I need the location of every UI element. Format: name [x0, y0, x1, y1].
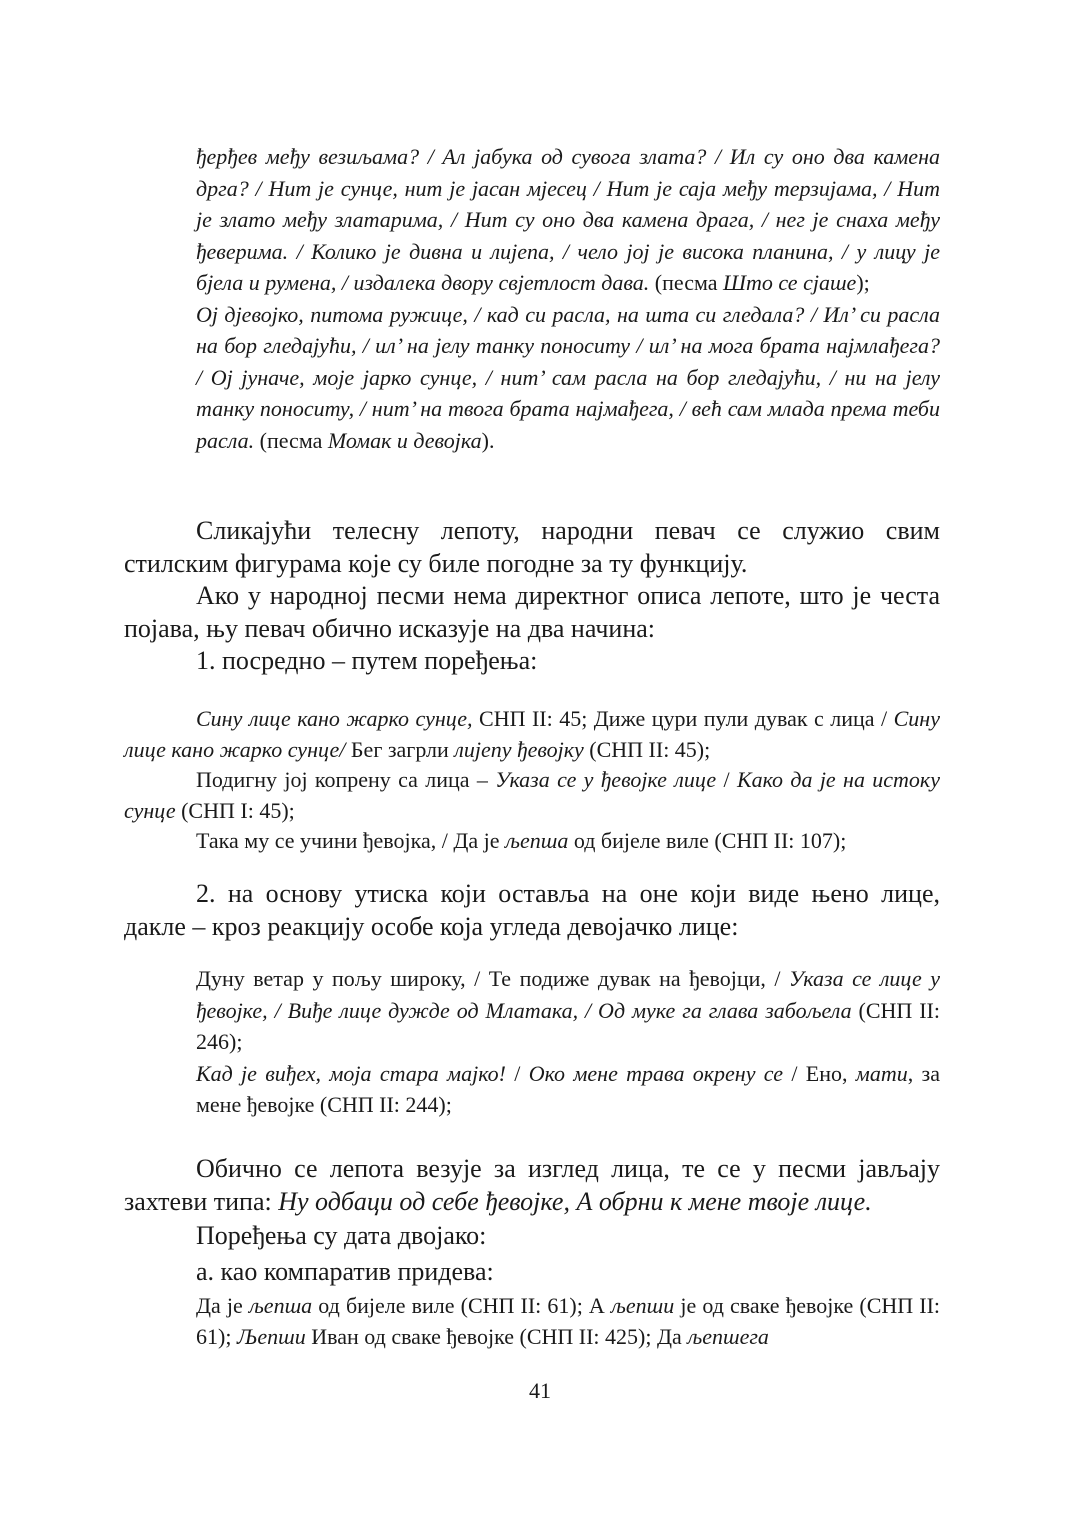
text-fragment: Иван од сваке ђевојке (СНП II: 425); Да: [305, 1324, 688, 1349]
quote-fragment: Указа се лице у ђевојке, / Виђе лице дужде од Млатака, / Од муке га глава забољела: [196, 966, 940, 1023]
quote-fragment: љепша: [505, 828, 569, 853]
citation-text: ).: [481, 427, 495, 453]
comparative-examples: [196, 1290, 940, 1352]
text-fragment: /: [505, 1060, 529, 1086]
song-title: Што се сјаше: [723, 270, 857, 295]
citation-paragraph: [124, 826, 940, 857]
quote-fragment: љепшега: [687, 1324, 769, 1349]
quote-fragment: Указа се у ђевојке лице: [495, 767, 717, 792]
quote-fragment: љепши: [610, 1293, 675, 1318]
text-fragment: , за мене ђевојке (СНП II: 244);: [196, 1060, 940, 1117]
text-fragment: /: [716, 767, 737, 792]
text-fragment: Обично се лепота везује за изглед лица, те се у песми јављају захтеви типа:: [124, 1154, 940, 1216]
quote-paragraph: [196, 1058, 940, 1121]
body-section-1: [124, 515, 940, 645]
quote-block-2: [196, 963, 940, 1121]
quote-fragment: Како да је на истоку сунце: [124, 767, 940, 823]
text-fragment: (СНП II: 246);: [196, 997, 940, 1054]
text-fragment: од бијеле виле (СНП II: 61); А: [312, 1293, 611, 1318]
quote-fragment: Сину лице кано жарко сунце,: [196, 706, 473, 731]
citation-text: );: [856, 270, 870, 295]
text-fragment: Дуну ветар у пољу широку, / Те подиже дувак на ђевојци, /: [196, 966, 790, 991]
text-fragment: Бег загрли: [345, 736, 455, 762]
body-section-2: [124, 878, 940, 943]
list-item-a: а. као компаратив придева:: [196, 1257, 494, 1286]
body-paragraph: Ако у народној песми нема директног описа лепоте, што је честа појава, њу певач обично исказује на два начина:: [124, 581, 940, 643]
body-paragraph: Сликајући телесну лепоту, народни певач се служио свим стилским фигурама које су биле погодне за ту функцију.: [124, 516, 940, 578]
page-number: 41: [529, 1378, 551, 1403]
quote-fragment: Око мене трава окрену се: [528, 1060, 784, 1086]
song-title: Момак и девојка: [327, 427, 482, 453]
citation-paragraph: [124, 765, 940, 826]
quote-fragment: Ну одбаци од себе ђевојке, А обрни к мене твоје лице.: [278, 1186, 872, 1216]
quote-paragraph: [196, 963, 940, 1058]
citation-block-1: [124, 704, 940, 857]
citation-paragraph: [124, 704, 940, 765]
list-item-1: 1. посредно – путем поређења:: [196, 646, 538, 675]
text-fragment: (СНП II: 45);: [583, 736, 711, 762]
citation-text: (песма: [654, 270, 723, 295]
quote-text: Ој дјевојко, питома ружице, / кад си расла, на шта си гледала? / Ил’ си расла на бор гледајући, / ил’ на јелу танку поноситу / ил’ на мога брата најмлађега? / Ој јуначе, моје јарко сунце, / нит’ сам расла на бор гледајући, / ни на јелу танку поноситу, / нит’ на твога брата најмађега, / већ сам млада према теби расла.: [196, 301, 940, 453]
text-fragment: је од сваке ђевојке (СНП II: 61);: [196, 1293, 941, 1349]
quote-fragment: Сину лице кано жарко сунце/: [124, 706, 940, 762]
quote-paragraph: [196, 141, 940, 299]
text-fragment: (СНП I: 45);: [175, 797, 295, 823]
quote-fragment: лијепу ђевојку: [454, 736, 584, 762]
text-fragment: Да је: [196, 1293, 249, 1318]
text-fragment: Така му се учини ђевојка, / Да је: [196, 828, 505, 853]
quote-fragment: Љепши: [236, 1324, 306, 1349]
quote-fragment: љепша: [248, 1293, 313, 1318]
text-fragment: Подигну јој копрену са лица –: [196, 767, 496, 792]
quote-paragraph: [196, 299, 940, 457]
text-fragment: од бијеле виле (СНП II: 107);: [568, 828, 847, 853]
quote-text: ђерђев међу везиљама? / Ал јабука од сувога злата? / Ил су оно два камена дрга? / Нит је сунце, нит је јасан мјесец / Нит је саја међу терзијама, / Нит је злато међу златарима, / Нит су оно два камена драга, / нег је снаха међу ђеверима. / Колико је дивна и лијепа, / чело јој је висока планина, / у лицу је бјела и румена, / издалека двору свјетлост дава.: [196, 144, 940, 295]
text-fragment: СНП II: 45; Диже цури пули дувак с лица /: [472, 706, 894, 731]
quote-block-1: [196, 141, 940, 456]
quote-fragment: Кад је виђех, моја стара мајко!: [196, 1060, 506, 1086]
text-fragment: / Ено,: [783, 1060, 856, 1086]
quote-fragment: мати: [855, 1060, 908, 1086]
body-paragraph: 2. на основу утиска који оставља на оне који виде њено лице, дакле – кроз реакцију особе која угледа девојачко лице:: [124, 879, 940, 941]
citation-text: (песма: [259, 427, 328, 453]
body-paragraph: [124, 1153, 940, 1218]
body-section-3: [124, 1153, 940, 1218]
body-line: Поређења су дата двојако:: [196, 1221, 487, 1250]
